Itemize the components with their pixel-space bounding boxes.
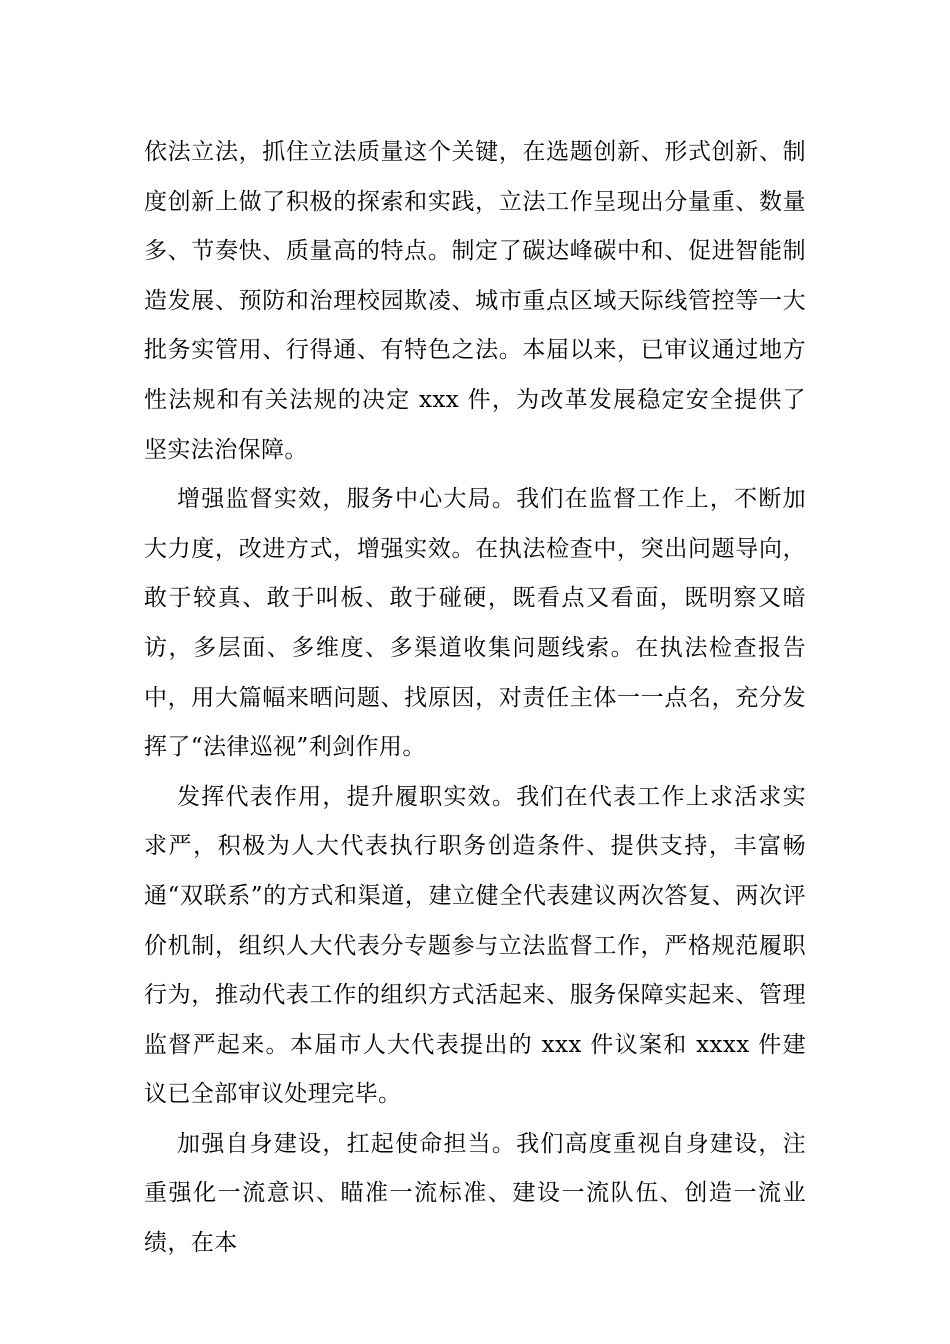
paragraph-supervision: 增强监督实效，服务中心大局。我们在监督工作上，不断加大力度，改进方式，增强实效。在执法检查中，突出问题导向，敢于较真、敢于叫板、敢于碰硬，既看点又看面，既明察又暗访，多层面、多维度、多渠道收集问题线索。在执法检查报告中，用大篇幅来晒问题、找原因，对责任主体一一点名，充分发挥了“法律巡视”利剑作用。 xyxy=(144,486,806,761)
paragraph-self-construction: 加强自身建设，扛起使命担当。我们高度重视自身建设，注重强化一流意识、瞄准一流标准、建设一流队伍、创造一流业绩，在本 xyxy=(144,1130,806,1257)
paragraph-representatives: 发挥代表作用，提升履职实效。我们在代表工作上求活求实求严，积极为人大代表执行职务创造条件、提供支持，丰富畅通“双联系”的方式和渠道，建立健全代表建议两次答复、两次评价机制，组织人大代表分专题参与立法监督工作，严格规范履职行为，推动代表工作的组织方式活起来、服务保障实起来、管理监督严起来。本届市人大代表提出的 xxx 件议案和 xxxx 件建议已全部审议处理完毕。 xyxy=(144,783,806,1108)
paragraph-legislation: 依法立法，抓住立法质量这个关键，在选题创新、形式创新、制度创新上做了积极的探索和实践，立法工作呈现出分量重、数量多、节奏快、质量高的特点。制定了碳达峰碳中和、促进智能制造发展、预防和治理校园欺凌、城市重点区域天际线管控等一大批务实管用、行得通、有特色之法。本届以来，已审议通过地方性法规和有关法规的决定 xxx 件，为改革发展稳定安全提供了坚实法治保障。 xyxy=(144,139,806,463)
document-body xyxy=(144,128,806,1269)
